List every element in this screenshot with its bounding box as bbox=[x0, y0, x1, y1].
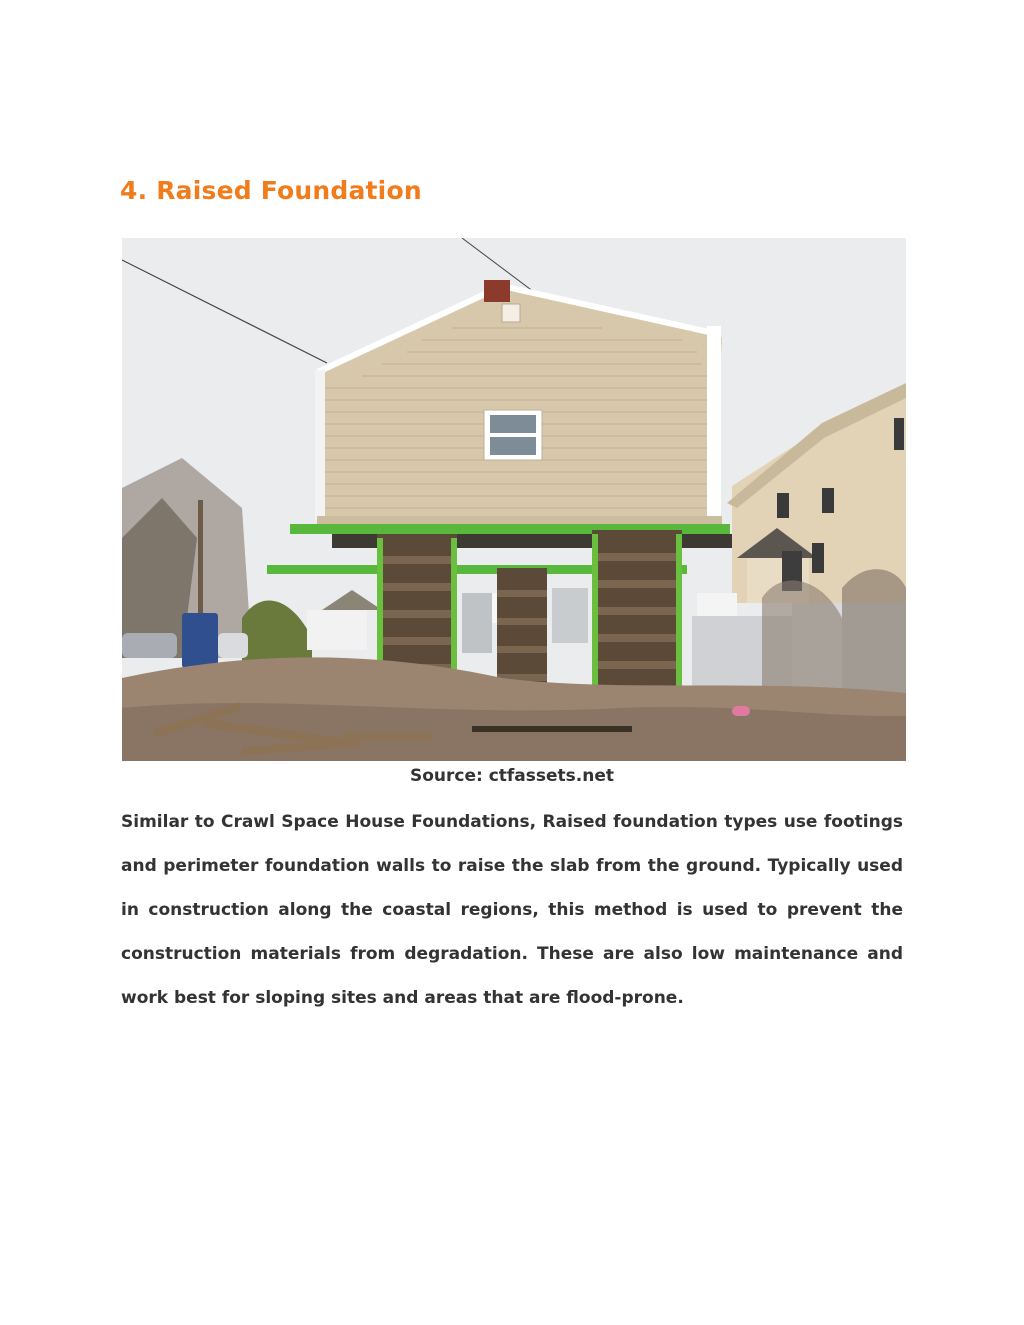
raised-house-photo bbox=[122, 238, 906, 761]
section-heading: 4. Raised Foundation bbox=[120, 176, 422, 205]
image-caption: Source: ctfassets.net bbox=[409, 766, 615, 786]
body-paragraph: Similar to Crawl Space House Foundations, Raised foundation types use footings and perimeter foundation walls to raise the slab from the ground. Typically used in construction along the coastal regions, this method is used to prevent the construction materials from degradation. These are also low maintenance and work best for sloping sites and areas that are flood-prone. bbox=[121, 812, 903, 1008]
